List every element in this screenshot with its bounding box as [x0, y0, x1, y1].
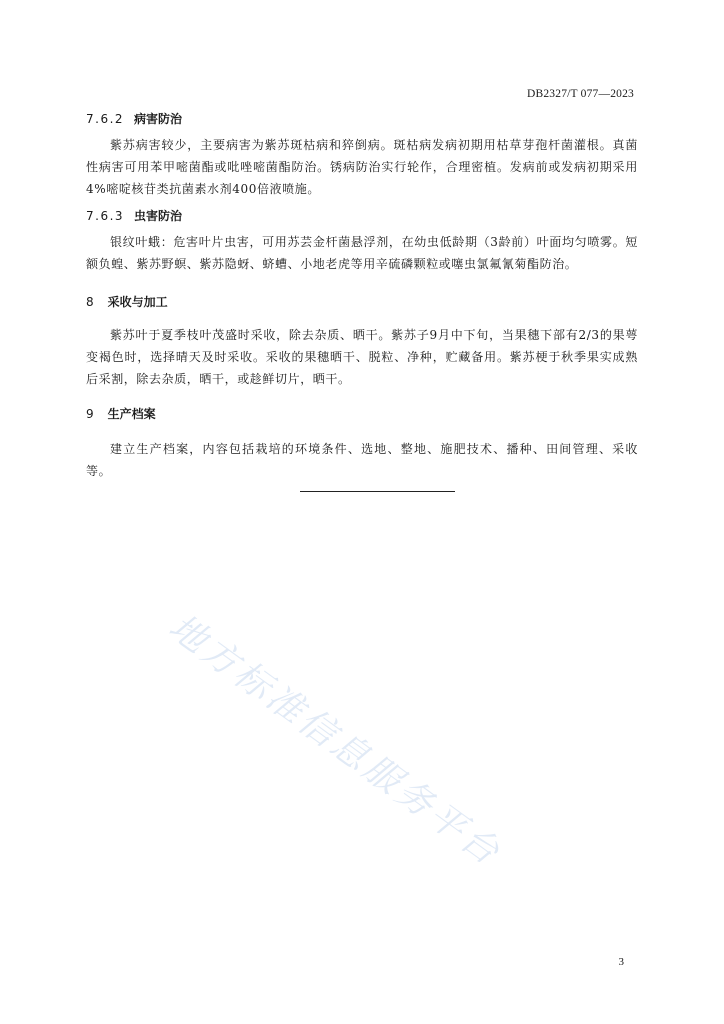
- section-number: 7.6.2: [86, 112, 125, 126]
- chapter-heading-9: [86, 405, 638, 422]
- section-number: 7.6.3: [86, 209, 125, 223]
- section-heading-7-6-2: [86, 110, 638, 127]
- chapter-heading-8: [86, 293, 638, 310]
- section-title: 病害防治: [134, 112, 183, 126]
- watermark: 地方标准信息服务平台: [161, 606, 509, 875]
- page-number: 3: [618, 956, 624, 968]
- chapter-number: 8: [86, 295, 94, 309]
- section-paragraph-7-6-3: 银纹叶蛾：危害叶片虫害，可用苏芸金杆菌悬浮剂，在幼虫低龄期（3龄前）叶面均匀喷雾。短额负蝗、紫苏野螟、紫苏隐蚜、蛴螬、小地老虎等用辛硫磷颗粒或噻虫氯氟氰菊酯防治。: [86, 235, 638, 271]
- end-of-document-rule: [300, 491, 455, 492]
- chapter-number: 9: [86, 407, 94, 421]
- chapter-paragraph-9: 建立生产档案，内容包括栽培的环境条件、选地、整地、施肥技术、播种、田间管理、采收等。: [86, 442, 638, 478]
- chapter-paragraph-8: 紫苏叶于夏季枝叶茂盛时采收，除去杂质、晒干。紫苏子9月中下旬，当果穗下部有2/3的果萼变褐色时，选择晴天及时采收。采收的果穗晒干、脱粒、净种，贮藏备用。紫苏梗于秋季果实成熟后采割，除去杂质，晒干，或趁鲜切片，晒干。: [86, 328, 638, 386]
- chapter-title: 生产档案: [107, 407, 156, 421]
- section-title: 虫害防治: [134, 209, 183, 223]
- section-heading-7-6-3: [86, 207, 638, 224]
- chapter-title: 采收与加工: [107, 295, 168, 309]
- document-code: DB2327/T 077—2023: [526, 88, 634, 100]
- section-paragraph-7-6-2: 紫苏病害较少，主要病害为紫苏斑枯病和猝倒病。斑枯病发病初期用枯草芽孢杆菌灌根。真菌性病害可用苯甲嘧菌酯或吡唑嘧菌酯防治。锈病防治实行轮作，合理密植。发病前或发病初期采用4%嘧啶核苷类抗菌素水剂400倍液喷施。: [86, 138, 638, 196]
